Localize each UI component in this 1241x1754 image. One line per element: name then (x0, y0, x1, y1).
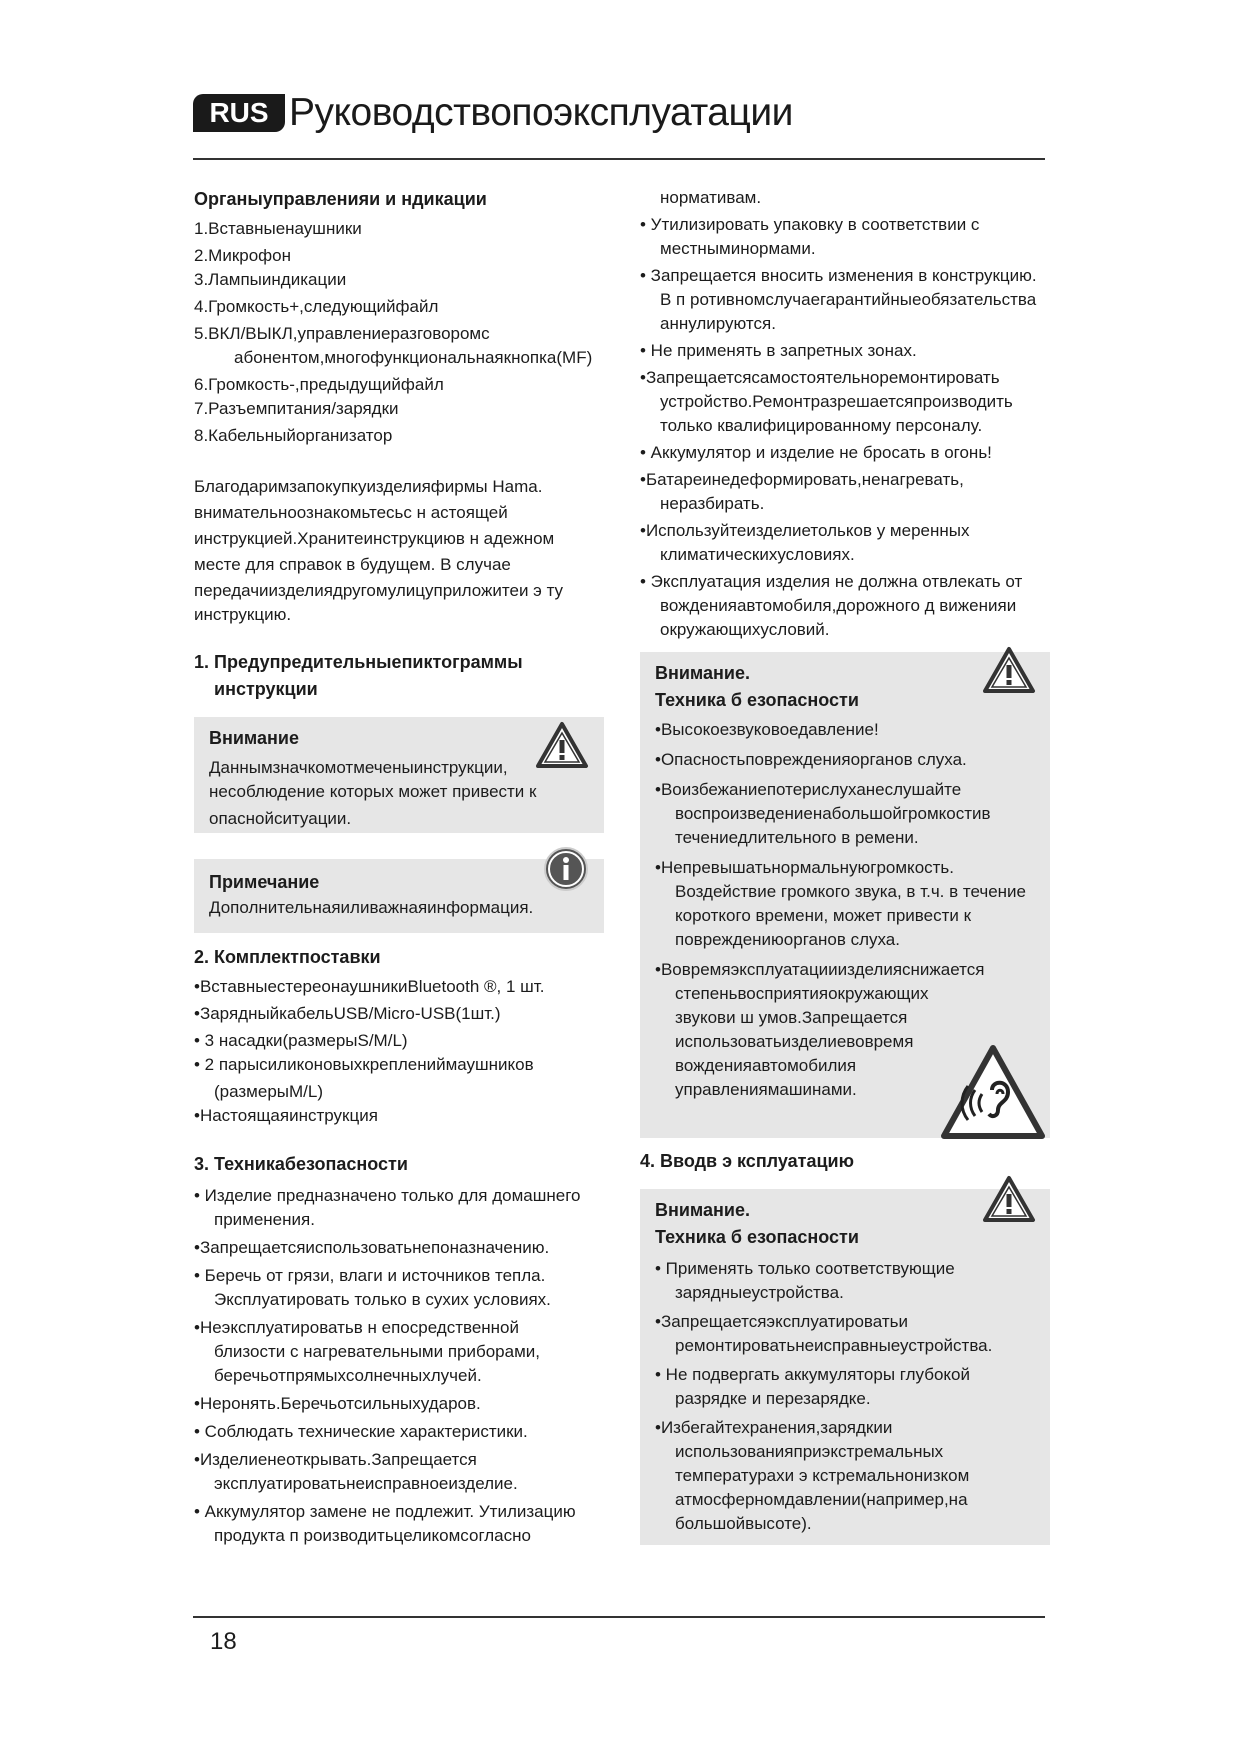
hearing-safety-box (640, 652, 1050, 1138)
charging-safety-list (655, 1257, 1035, 1536)
note-box-title: Примечание (209, 872, 320, 892)
list-item: 1.Вставныенаушники (194, 219, 362, 238)
text-line: • Аккумулятор замене не подлежит. Утилизацию (194, 1502, 576, 1521)
text-line: атмосферномдавлении(например,на (675, 1490, 968, 1509)
list-item: абонентом,многофункциональнаякнопка(MF) (234, 348, 593, 367)
text-line: •Вовремяэксплуатацииизделияснижается (655, 960, 985, 979)
text-line: инструкцию. (194, 605, 292, 624)
list-item: • 3 насадки(размерыS/M/L) (194, 1031, 408, 1050)
text-line: •Непревышатьнормальнуюгромкость. (655, 858, 955, 877)
text-line: короткого времени, может привести к (675, 906, 972, 925)
text-line: температурахи э кстремальнонизком (675, 1466, 970, 1485)
right-column (640, 186, 1050, 1545)
warning-box (194, 717, 604, 833)
list-item: 8.Кабельныйорганизатор (194, 426, 393, 445)
text-line: Эксплуатировать только в сухих условиях. (214, 1290, 551, 1309)
text-line: близости с нагревательными приборами, (214, 1342, 540, 1361)
list-item (655, 1363, 1035, 1411)
list-item (640, 339, 1050, 363)
list-item (655, 1310, 1035, 1358)
list-item (640, 264, 1050, 336)
text-line: нормативам. (660, 188, 762, 207)
text-line: Даннымзначкомотмеченыинструкции, (209, 758, 508, 777)
text-line: повреждениюорганов слуха. (675, 930, 900, 949)
safety-list-continued (640, 186, 1050, 642)
section1-heading (194, 649, 604, 703)
list-item (655, 748, 1035, 772)
text-line: неразбирать. (660, 494, 765, 513)
text-line: вожденияавтомобиля,дорожного д виженияи (660, 596, 1017, 615)
list-item: •ЗарядныйкабельUSB/Micro-USB(1шт.) (194, 1004, 501, 1023)
text-line: разрядке и перезарядке. (675, 1389, 871, 1408)
section-heading-line: инструкции (214, 679, 318, 699)
box-title: Техника б езопасности (655, 1227, 859, 1247)
note-box (194, 859, 604, 933)
text-line: использованияприэкстремальных (675, 1442, 944, 1461)
list-item (655, 1416, 1035, 1536)
text-line: • Эксплуатация изделия не должна отвлекать от (640, 572, 1023, 591)
text-line: •Воизбежаниепотерислуханеслушайте (655, 780, 962, 799)
list-item: 2.Микрофон (194, 246, 292, 265)
text-line: Благодаримзапокупкуизделияфирмы Hama. (194, 477, 543, 496)
text-line: управлениямашинами. (675, 1080, 857, 1099)
list-item: 3.Лампыиндикации (194, 270, 347, 289)
list-item (640, 468, 1050, 516)
section2-heading: 2. Комплектпоставки (194, 947, 381, 967)
list-item (194, 1264, 604, 1312)
page-number: 18 (210, 1628, 237, 1655)
text-line: • Аккумулятор и изделие не бросать в огонь! (640, 443, 992, 462)
text-line: беречьотпрямыхсолнечныхлучей. (214, 1366, 482, 1385)
text-line: • Беречь от грязи, влаги и источников тепла. (194, 1266, 546, 1285)
text-line: •Запрещаетсяэксплуатироватьи (655, 1312, 908, 1331)
section-heading-line: 1. Предупредительныепиктограммы (194, 652, 523, 672)
list-item: •ВставныестереонаушникиBluetooth ®, 1 шт. (194, 977, 545, 996)
hearing-damage-warning-icon (940, 1044, 1046, 1140)
text-line: опаснойситуации. (209, 809, 352, 828)
text-line: месте для справок в будущем. В случае (194, 555, 511, 574)
text-line: •Запрещаетсяиспользоватьнепоназначению. (194, 1238, 550, 1257)
text-line: •Неронять.Беречьотсильныхударов. (194, 1394, 481, 1413)
text-line: степеньвосприятияокружающих (675, 984, 929, 1003)
box-title: Внимание. (655, 663, 750, 683)
section3-heading: 3. Техникабезопасности (194, 1154, 408, 1174)
list-item (640, 441, 1050, 465)
list-item: 7.Разъемпитания/зарядки (194, 399, 399, 418)
list-item (194, 1184, 604, 1232)
text-line: • Утилизировать упаковку в соответствии с (640, 215, 980, 234)
text-line: •Батареинедеформировать,ненагревать, (640, 470, 964, 489)
page-footer (193, 1616, 1045, 1655)
list-item (640, 213, 1050, 261)
text-line: • Не подвергать аккумуляторы глубокой (655, 1365, 970, 1384)
list-item: •Настоящаяинструкция (194, 1106, 378, 1125)
text-line: •Неэксплуатироватьв н епосредственной (194, 1318, 520, 1337)
text-line: климатическихусловиях. (660, 545, 855, 564)
warning-triangle-icon (982, 1175, 1036, 1223)
text-line: использоватьизделиевовремя (675, 1032, 914, 1051)
list-item: 4.Громкость+,следующийфайл (194, 297, 439, 316)
language-badge: RUS (193, 94, 285, 132)
text-line: •Запрещаетсясамостоятельноремонтировать (640, 368, 1000, 387)
text-line: передачиизделиядругомулицуприложитеи э ту (194, 581, 564, 600)
info-icon (542, 845, 590, 893)
warning-box-title: Внимание (209, 728, 299, 748)
text-line: •Избегайтехранения,зарядкии (655, 1418, 893, 1437)
contents-list (194, 975, 604, 1128)
text-line: • Не применять в запретных зонах. (640, 341, 917, 360)
list-item (194, 1420, 604, 1444)
text-line: • Изделие предназначено только для домашнего (194, 1186, 581, 1205)
list-item (655, 718, 1035, 742)
charging-safety-box (640, 1189, 1050, 1545)
list-item (194, 1236, 604, 1260)
safety-list (194, 1184, 604, 1548)
text-line: •Изделиенеоткрывать.Запрещается (194, 1450, 477, 1469)
text-line: только квалифицированному персоналу. (660, 416, 983, 435)
warning-triangle-icon (982, 646, 1036, 694)
text-line: •Используйтеизделиетольков у меренных (640, 521, 970, 540)
text-line: • Соблюдать технические характеристики. (194, 1422, 528, 1441)
list-item (640, 186, 1050, 210)
text-line: местныминормами. (660, 239, 816, 258)
list-item (655, 778, 1035, 850)
text-line: вожденияавтомобилия (675, 1056, 857, 1075)
text-line: аннулируются. (660, 314, 776, 333)
section4-heading: 4. Вводв э ксплуатацию (640, 1151, 854, 1171)
text-line: Воздействие громкого звука, в т.ч. в течение (675, 882, 1027, 901)
page-header (193, 88, 1045, 160)
text-line: воспроизведениенабольшойгромкостив (675, 804, 991, 823)
controls-heading: Органыуправленияи и ндикации (194, 189, 487, 209)
left-column (194, 186, 604, 1548)
list-item: • 2 парысиликоновыхкреплениймаушников (194, 1055, 534, 1074)
text-line: внимательноознакомьтесьс н астоящей (194, 503, 508, 522)
text-line: Дополнительнаяиливажнаяинформация. (209, 898, 534, 917)
box-title: Внимание. (655, 1200, 750, 1220)
intro-paragraph (194, 475, 604, 627)
list-item: (размерыM/L) (214, 1082, 323, 1101)
text-line: большойвысоте). (675, 1514, 812, 1533)
page-title: Руководствопоэксплуатации (289, 91, 793, 134)
list-item (194, 1316, 604, 1388)
box-title: Техника б езопасности (655, 690, 859, 710)
text-line: течениедлительного в ремени. (675, 828, 919, 847)
list-item: 5.ВКЛ/ВЫКЛ,управлениеразговоромс (194, 324, 490, 343)
list-item (640, 570, 1050, 642)
list-item (194, 1500, 604, 1548)
warning-triangle-icon (535, 721, 589, 769)
text-line: • Запрещается вносить изменения в конструкцию. (640, 266, 1037, 285)
list-item (640, 519, 1050, 567)
list-item (655, 1257, 1035, 1305)
text-line: В п ротивномслучаегарантийныеобязательства (660, 290, 1037, 309)
text-line: применения. (214, 1210, 315, 1229)
text-line: несоблюдение которых может привести к (209, 782, 537, 801)
text-line: окружающихусловий. (660, 620, 830, 639)
list-item (640, 366, 1050, 438)
text-line: эксплуатироватьнеисправноеизделие. (214, 1474, 518, 1493)
text-line: •Опасностьповрежденияорганов слуха. (655, 750, 967, 769)
list-item: 6.Громкость-,предыдущийфайл (194, 375, 444, 394)
text-line: • Применять только соответствующие (655, 1259, 955, 1278)
text-line: продукта п роизводитьцеликомсогласно (214, 1526, 531, 1545)
list-item (655, 856, 1035, 952)
text-line: инструкцией.Хранитеинструкциюв н адежном (194, 529, 555, 548)
list-item (194, 1448, 604, 1496)
text-line: звукови ш умов.Запрещается (675, 1008, 908, 1027)
text-line: зарядныеустройства. (675, 1283, 844, 1302)
text-line: ремонтироватьнеисправныеустройства. (675, 1336, 993, 1355)
list-item (194, 1392, 604, 1416)
text-line: •Высокоезвуковоедавление! (655, 720, 879, 739)
text-line: устройство.Ремонтразрешаетсяпроизводить (660, 392, 1013, 411)
